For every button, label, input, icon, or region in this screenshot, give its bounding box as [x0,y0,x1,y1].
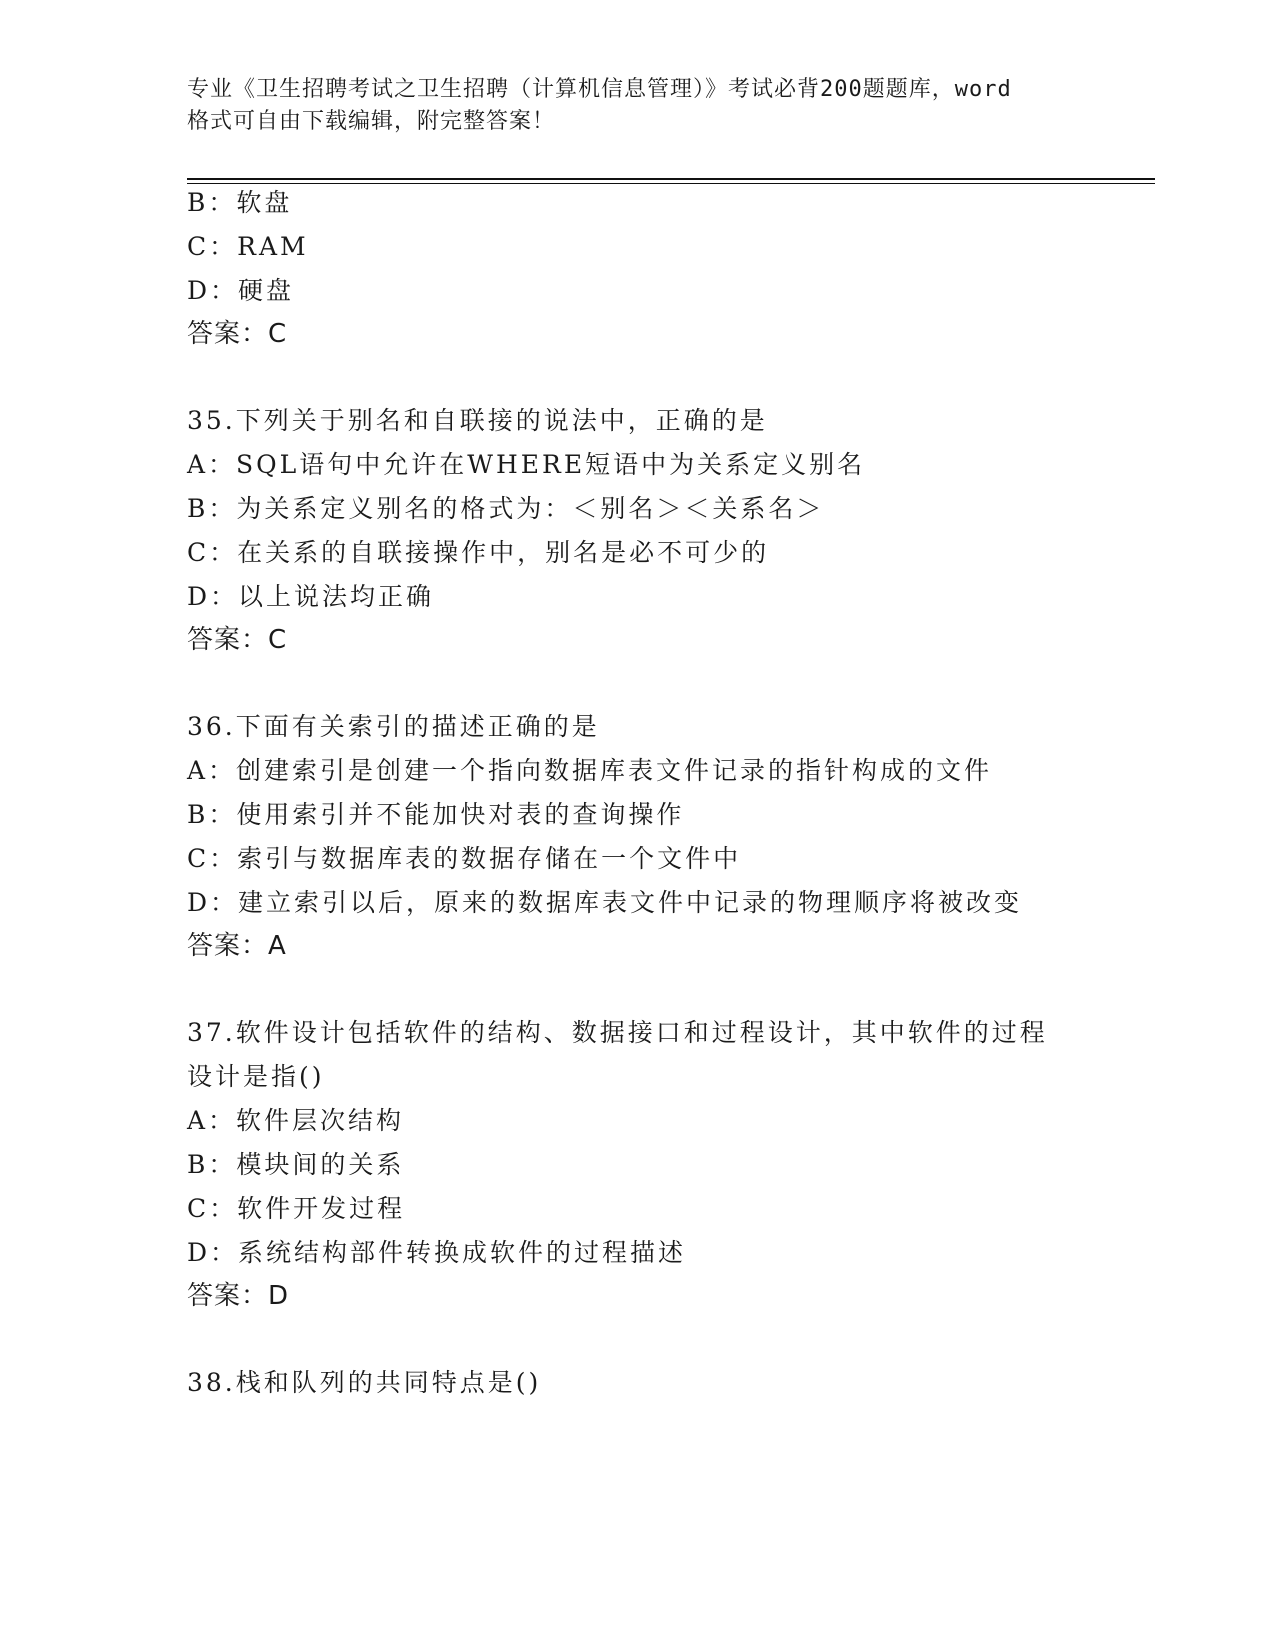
q36-option-b: B：使用索引并不能加快对表的查询操作 [187,800,685,829]
q37-question-line-1: 37.软件设计包括软件的结构、数据接口和过程设计，其中软件的过程 [187,1018,1048,1047]
header-line-1: 专业《卫生招聘考试之卫生招聘（计算机信息管理）》考试必背200题题库，word [187,77,1012,102]
header-divider-thin [187,183,1155,184]
q34-option-b: B：软盘 [187,188,293,217]
q38-question: 38.栈和队列的共同特点是() [187,1368,542,1397]
document-header [187,74,1087,138]
q36-option-a: A：创建索引是创建一个指向数据库表文件记录的指针构成的文件 [187,756,993,785]
q35-option-b: B：为关系定义别名的格式为：＜别名＞＜关系名＞ [187,494,825,523]
q35-question: 35.下列关于别名和自联接的说法中，正确的是 [187,406,768,435]
q37-option-c: C：软件开发过程 [187,1194,406,1223]
q37-option-a: A：软件层次结构 [187,1106,405,1135]
q34-option-c: C：RAM [187,232,309,261]
q36-option-d: D：建立索引以后，原来的数据库表文件中记录的物理顺序将被改变 [187,888,1023,917]
q36-option-c: C：索引与数据库表的数据存储在一个文件中 [187,844,742,873]
q35-option-c: C：在关系的自联接操作中，别名是必不可少的 [187,538,770,567]
q35-option-d: D：以上说法均正确 [187,582,435,611]
header-line-2: 格式可自由下载编辑，附完整答案！ [187,109,556,134]
q35-option-a: A：SQL语句中允许在WHERE短语中为关系定义别名 [187,450,866,479]
q34-option-d: D：硬盘 [187,276,295,305]
q37-question-line-2: 设计是指() [187,1062,325,1091]
q36-answer: 答案：A [187,931,287,961]
q35-answer: 答案：C [187,625,288,655]
q36-question: 36.下面有关索引的描述正确的是 [187,712,600,741]
q37-answer: 答案：D [187,1281,290,1311]
q37-option-d: D：系统结构部件转换成软件的过程描述 [187,1238,687,1267]
header-divider-thick [187,178,1155,180]
q34-answer: 答案：C [187,319,288,349]
q37-option-b: B：模块间的关系 [187,1150,405,1179]
